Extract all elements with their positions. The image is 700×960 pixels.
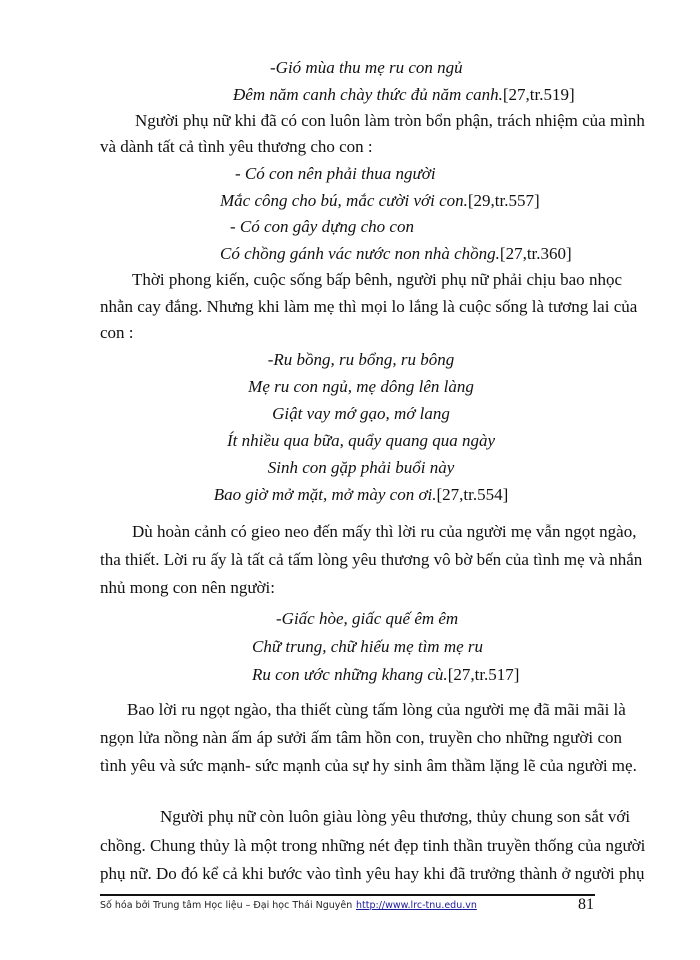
verse-line: Ít nhiều qua bữa, quẩy quang qua ngày: [226, 431, 495, 450]
verse-line: Chữ trung, chữ hiếu mẹ tìm mẹ ru: [252, 637, 484, 656]
verse-line: Mẹ ru con ngủ, mẹ dông lên làng: [248, 377, 474, 396]
citation: [27,tr.360]: [499, 244, 572, 263]
verse-line: [252, 665, 519, 685]
verse-line: -Ru bồng, ru bổng, ru bông: [267, 350, 455, 369]
citation: [29,tr.557]: [467, 191, 540, 210]
citation: [27,tr.517]: [447, 665, 520, 684]
paragraph-line: tình yêu và sức mạnh- sức mạnh của sự hy sinh âm thầm lặng lẽ của người mẹ.: [100, 756, 637, 775]
verse-text: Ru con ước những khang cù.: [252, 665, 448, 684]
verse-text: Đêm năm canh chày thức đủ năm canh.: [233, 85, 503, 104]
paragraph-line: nhủ mong con nên người:: [100, 578, 275, 597]
verse-text: -Gió mùa thu mẹ ru con ngủ: [270, 58, 463, 77]
paragraph-line: Người phụ nữ còn luôn giàu lòng yêu thương, thủy chung son sắt với: [160, 807, 631, 826]
verse-text: Có chồng gánh vác nước non nhà chồng.: [220, 244, 500, 263]
footer-divider: [100, 894, 595, 896]
paragraph-line: tha thiết. Lời ru ấy là tất cả tấm lòng yêu thương vô bờ bến của tình mẹ và nhắn: [100, 550, 643, 569]
verse-line: - Có con gây dựng cho con: [230, 217, 414, 236]
verse-line: [270, 58, 463, 78]
verse-line: - Có con nên phải thua người: [235, 164, 436, 183]
paragraph-line: Bao lời ru ngọt ngào, tha thiết cùng tấm lòng của người mẹ đã mãi mãi là: [127, 700, 626, 719]
paragraph-line: phụ nữ. Do đó kể cả khi bước vào tình yêu hay khi đã trưởng thành ở người phụ: [100, 864, 645, 883]
verse-line: [233, 85, 575, 105]
verse-line: [220, 244, 572, 264]
verse-text: Mắc công cho bú, mắc cười với con.: [220, 191, 468, 210]
page-number: 81: [578, 896, 594, 913]
paragraph-line: chồng. Chung thủy là một trong những nét đẹp tinh thần truyền thống của người: [100, 836, 646, 855]
verse-line: [220, 191, 540, 211]
verse-line: Giật vay mớ gạo, mớ lang: [272, 404, 450, 423]
verse-line: Sinh con gặp phải buổi này: [267, 458, 455, 477]
paragraph-line: và dành tất cả tình yêu thương cho con :: [100, 137, 373, 156]
verse-line: -Giấc hòe, giấc quế êm êm: [276, 609, 459, 628]
paragraph-line: nhằn cay đắng. Nhưng khi làm mẹ thì mọi lo lắng là cuộc sống là tương lai của: [100, 297, 638, 316]
footer-link[interactable]: http://www.lrc-tnu.edu.vn: [356, 900, 477, 911]
paragraph-line: Người phụ nữ khi đã có con luôn làm tròn bổn phận, trách nhiệm của mình: [135, 111, 645, 130]
citation: [27,tr.519]: [502, 85, 575, 104]
citation: [27,tr.554]: [436, 485, 509, 504]
paragraph-line: Dù hoàn cảnh có gieo neo đến mấy thì lời ru của người mẹ vẫn ngọt ngào,: [132, 522, 637, 541]
verse-text: Bao giờ mở mặt, mở mày con ơi.: [213, 485, 437, 504]
verse-line: [100, 485, 622, 505]
paragraph-line: con :: [100, 323, 134, 342]
paragraph-line: ngọn lửa nồng nàn ấm áp sưởi ấm tâm hồn con, truyền cho những người con: [100, 728, 622, 747]
paragraph-line: Thời phong kiến, cuộc sống bấp bênh, người phụ nữ phải chịu bao nhọc: [132, 270, 622, 289]
footer-credit: Số hóa bởi Trung tâm Học liệu – Đại học Thái Nguyên: [100, 900, 353, 911]
